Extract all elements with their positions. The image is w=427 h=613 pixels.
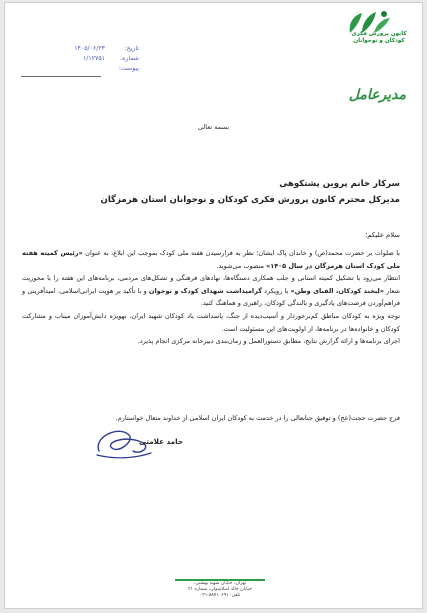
date-label: تاریخ: — [124, 45, 139, 52]
p1-text-a: با صلوات بر حضرت محمد(ص) و خاندان پاک ایشان؛ نظر به فرارسیدن هفته ملی کودک بموجب این ابلاغ، به عنوان — [85, 249, 400, 257]
recipient-title: مدیرکل محترم کانون پرورش فکری کودکان و نوجوانان استان هرمزگان — [100, 195, 400, 205]
organization-name — [344, 31, 414, 45]
footer-line-3: تلفن: ۸۸۷۱۰۶۹۱-۰۲۱ — [199, 593, 241, 598]
letter-page — [4, 2, 423, 609]
org-name-line1: کانون پرورش فکری — [351, 31, 407, 37]
body-paragraph-4: اجرای برنامه‌ها و ارائه گزارش نتایج، مطابق دستورالعمل و زمان‌بندی دبیرخانه مرکزی انجام پذیرد. — [137, 337, 400, 346]
p2-slogan: «لبخند کودکان، الفبای وطن» — [290, 286, 385, 295]
recipient-name: سرکار خانم پروین پشتکوهی — [279, 179, 400, 189]
p2-text-c: با رویکرد — [264, 286, 289, 295]
signer-name: حامد علامتی — [139, 437, 184, 446]
org-name-line2: کودکان و نوجوانان — [353, 38, 405, 44]
body-paragraph-1 — [22, 247, 400, 272]
letter-body — [22, 247, 400, 348]
p1-text-c: منصوب می‌شوید. — [216, 261, 264, 270]
letter-meta — [19, 45, 139, 75]
footer-line-1: تهران، خیابان شهید بهشتی، — [193, 581, 247, 586]
date-row — [19, 45, 139, 55]
p1-emphasis: «رئیس کمیته هفته ملی کودک استان هرمزگان در سال ۱۴۰۵» — [22, 249, 400, 270]
office-title: مدیرعامل — [348, 87, 406, 103]
closing-line: فرج حضرت حجت(عج) و توفیق جنابعالی را در خدمت به کودکان ایران اسلامی از خداوند متعال خواستارم. — [115, 414, 400, 422]
footer-address — [177, 581, 263, 599]
p2-approach: گرامیداشت شهدای کودک و نوجوان — [148, 286, 262, 295]
greeting: سلام علیکم؛ — [365, 231, 400, 239]
date-value: ۱۴۰۵/۰۶/۲۳ — [74, 45, 105, 52]
body-paragraph-2 — [22, 272, 400, 310]
number-row — [19, 55, 139, 65]
footer-line-2: خیابان خالد اسلامبولی، شماره ۲۱ — [188, 587, 252, 592]
number-label: شماره: — [120, 55, 139, 62]
meta-divider — [21, 76, 101, 77]
p2-text-e: و با تأکید بر هویت ایرانی‌اسلامی، امیدآفرینی و فراهم‌آوردن فرصت‌های یادگیری و بالندگی کودکان، راهبری و هماهنگ کنید. — [22, 286, 400, 308]
p2-text-a: انتظار می‌رود با تشکیل کمیته استانی و جلب همکاری دستگاه‌ها، نهادهای فرهنگی و تشکل‌های مردمی، برنامه‌های این هفته را با محوریت شعار — [22, 274, 400, 295]
number-value: ۱/۱۲۷۵۱ — [82, 55, 105, 62]
attachment-label: پیوست: — [118, 65, 139, 72]
bismillah: بسمه تعالی — [197, 123, 230, 131]
body-paragraph-3: توجه ویژه به کودکان مناطق کم‌برخوردار و آسیب‌دیده از جنگ، پاسداشت یاد کودکان شهید ایران، بهویژه دانش‌آموزان میناب و مشارکت کودکان و خانواده‌ها در برنامه‌ها، از اولویت‌های این مسئولیت است. — [22, 311, 400, 333]
attachment-row — [19, 65, 139, 75]
